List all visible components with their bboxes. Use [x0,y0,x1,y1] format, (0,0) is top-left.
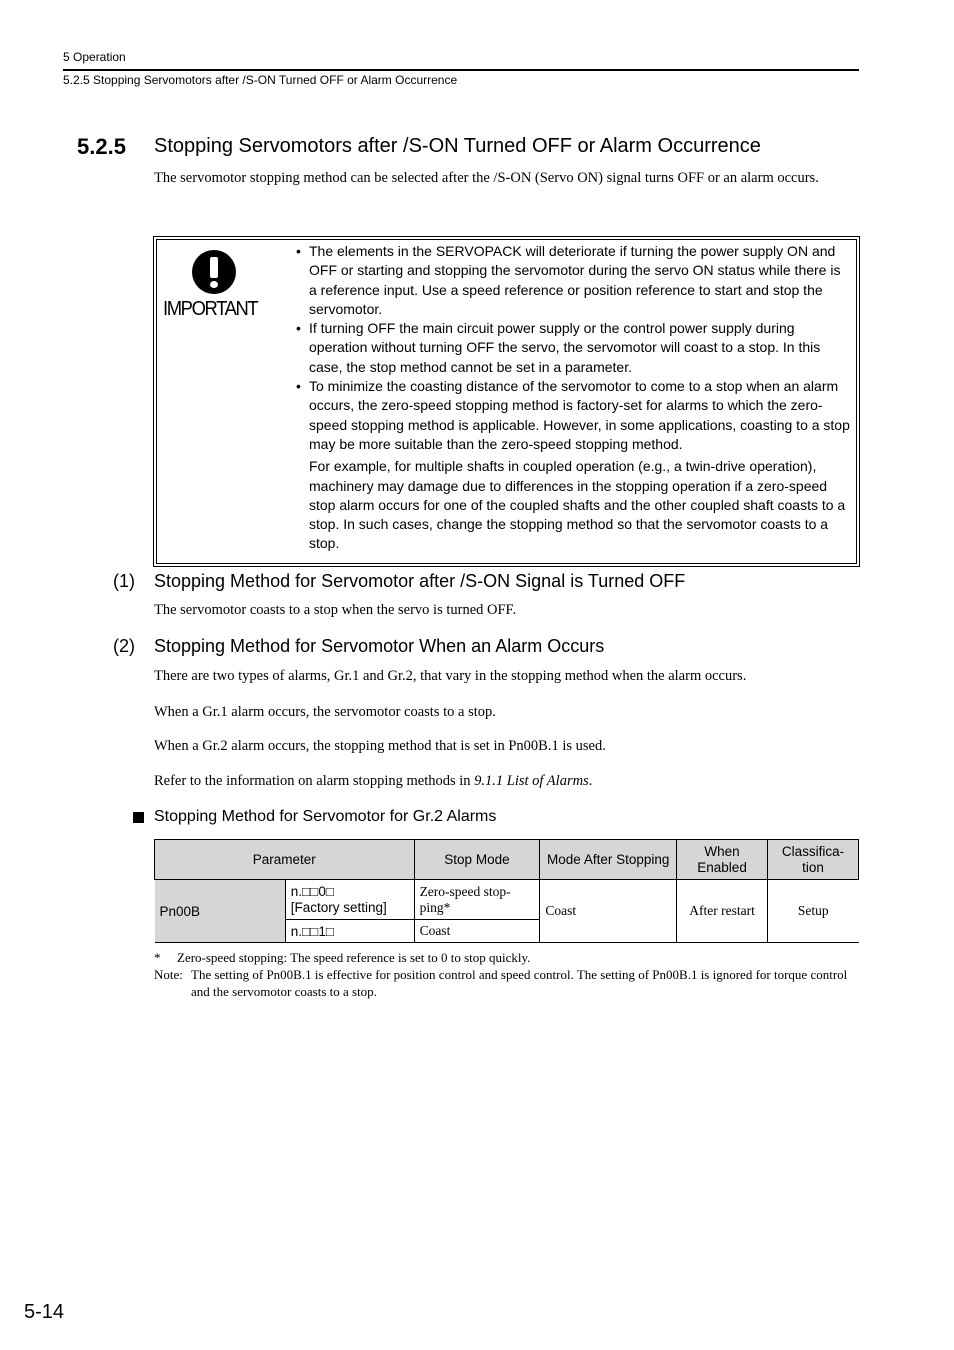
important-list [296,242,852,554]
square-bullet-icon [133,812,144,823]
setting-cell: n.□□1□ [285,920,414,943]
subsection-2-paragraph-1: There are two types of alarms, Gr.1 and Gr.2, that vary in the stopping method when the alarm occurs. [154,668,747,684]
subsection-2-paragraph-3: When a Gr.2 alarm occurs, the stopping method that is set in Pn00B.1 is used. [154,738,606,754]
subsection-1-body: The servomotor coasts to a stop when the servo is turned OFF. [154,602,517,618]
header-mode-after-stopping: Mode After Stopping [540,840,677,880]
note-label: Note: [154,967,183,982]
important-item: • If turning OFF the main circuit power supply or the control power supply during operation without turning OFF the servo, the servomotor will coast to a stop. In this case, the stop method cannot be set in a parameter. [296,320,821,375]
section-number: 5.2.5 [77,134,126,159]
exclamation-circle-icon [192,250,236,294]
table-header-row [155,840,859,880]
classification-cell: Setup [768,880,859,943]
header-rule [63,69,859,71]
subsection-2-paragraph-2: When a Gr.1 alarm occurs, the servomotor coasts to a stop. [154,704,496,720]
running-header-section: 5.2.5 Stopping Servomotors after /S-ON Turned OFF or Alarm Occurrence [63,73,458,87]
subsection-1-number: (1) [113,571,135,591]
subsection-2-paragraph-4: Refer to the information on alarm stopping methods in 9.1.1 List of Alarms. [154,773,593,789]
mode-after-stopping-cell: Coast [540,880,677,943]
parameter-table [154,839,859,943]
important-extra-paragraph: For example, for multiple shafts in coupled operation (e.g., a twin-drive operation), machinery may damage due to differences in the stopping operation if a zero-speed stop alarm occurs for one of the coupled shafts and the other coupled shaft coasts to a stop. In such cases, change the stopping method so that the servomotor coasts to a stop. [309,458,846,552]
header-parameter: Parameter [155,840,415,880]
important-item: • The elements in the SERVOPACK will deteriorate if turning the power supply ON and OFF or starting and stopping the servomotor during the servo ON status while there is a reference input. Use a speed reference or position reference to start and stop the servomotor. [296,243,841,317]
cross-reference-link[interactable]: 9.1.1 List of Alarms [474,773,589,789]
table-title: Stopping Method for Servomotor for Gr.2 Alarms [154,808,497,825]
running-header-chapter: 5 Operation [63,50,126,64]
header-when-enabled: When Enabled [677,840,768,880]
page-number: 5-14 [24,1301,65,1323]
header-stop-mode: Stop Mode [414,840,540,880]
bullet-icon: • [296,243,301,259]
subsection-2-number: (2) [113,636,135,656]
table-row [155,880,859,920]
bullet-icon: • [296,378,301,395]
important-label: IMPORTANT [163,298,258,320]
stop-mode-cell: Zero-speed stop-ping* [414,880,540,920]
section-intro: The servomotor stopping method can be selected after the /S-ON (Servo ON) signal turns OFF or an alarm occurs. [154,170,819,186]
important-item: • To minimize the coasting distance of the servomotor to come to a stop when an alarm occurs, the zero-speed stopping method is factory-set for alarms to which the zero-speed stopping method is applicable. However, in some applications, coasting to a stop may be more suitable than the zero-speed stopping method. [296,378,850,452]
when-enabled-cell: After restart [677,880,768,943]
footnote-text: Zero-speed stopping: The speed reference is set to 0 to stop quickly. [177,950,531,965]
footnote-mark: * [154,950,161,965]
section-title: Stopping Servomotors after /S-ON Turned OFF or Alarm Occurrence [154,135,761,157]
note-text: The setting of Pn00B.1 is effective for position control and speed control. The setting of Pn00B.1 is ignored for torque control and the servomotor coasts to a stop. [191,967,848,999]
subsection-1-title: Stopping Method for Servomotor after /S-ON Signal is Turned OFF [154,571,686,591]
header-classification: Classifica-tion [768,840,859,880]
table-note [154,966,859,1000]
subsection-2-title: Stopping Method for Servomotor When an Alarm Occurs [154,636,605,656]
setting-cell: n.□□0□ [Factory setting] [285,880,414,920]
bullet-icon: • [296,320,301,337]
parameter-name-cell: Pn00B [155,880,286,943]
stop-mode-cell: Coast [414,920,540,943]
